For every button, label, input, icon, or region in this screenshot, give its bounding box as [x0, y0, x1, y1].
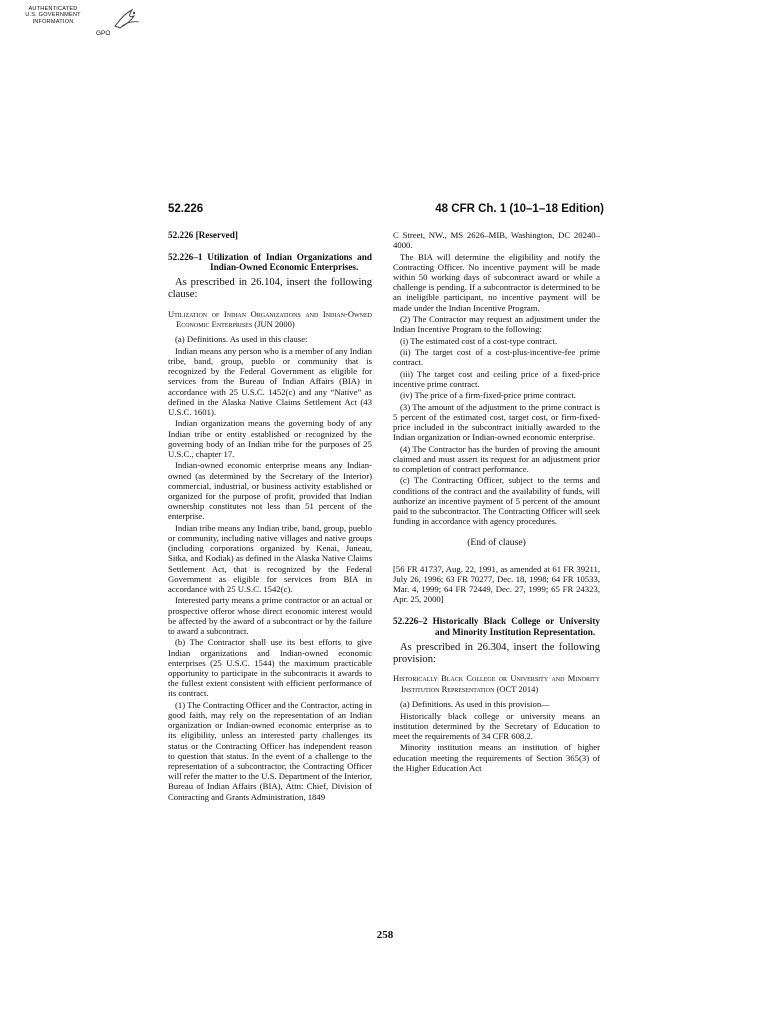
paragraph: Indian means any person who is a member of any Indian tribe, band, group, pueblo or community that is recognized by the Federal Government as eligible for services from the Bureau of Indian Affairs (BIA) in accordance with 25 U.S.C. 1452(c) and any “Native” as defined in the Alaska Native Claims Settlement Act (43 U.S.C. 1601). — [168, 345, 372, 418]
paragraph: (a) Definitions. As used in this clause: — [175, 334, 308, 345]
left-column — [168, 230, 372, 803]
cfr-edition-header: 48 CFR Ch. 1 (10–1–18 Edition) — [435, 203, 604, 215]
logo-line: AUTHENTICATED — [28, 6, 78, 12]
logo-line: U.S. GOVERNMENT — [25, 12, 81, 19]
section-heading: 52.226–2 Historically Black College or University and Minority Institution Representation. — [393, 616, 600, 637]
clause-title: Historically Black College or University and Minority Institution Representation (OCT 2014) — [393, 673, 600, 694]
section-heading: 52.226–1 Utilization of Indian Organizations and Indian-Owned Economic Enterprises. — [168, 251, 372, 273]
end-of-clause: (End of clause) — [467, 537, 526, 549]
paragraph: (1) The Contracting Officer and the Contractor, acting in good faith, may rely on the representation of an Indian organization or Indian-owned economic enterprise as to its eligibility, unless an interested party challenges its status or the Contracting Officer has independent reason to question that status. In the event of a challenge to the representation of a subcontractor, the Contracting Officer will refer the matter to the U.S. Department of the Interior, Bureau of Indian Affairs (BIA), Attn: Chief, Division of Contracting and Grants Administration, 1849 — [168, 699, 372, 802]
logo-line: INFORMATION — [32, 18, 74, 25]
citation: [56 FR 41737, Aug. 22, 1991, as amended at 61 FR 39211, July 26, 1996; 63 FR 70277, Dec. 18, 1998; 64 FR 10533, Mar. 4, 1999; 64 FR 72449, Dec. 27, 1999; 65 FR 24323, Apr. 25, 2000] — [393, 563, 600, 605]
paragraph: Indian organization means the governing body of any Indian tribe or entity established or recognized by the governing body of an Indian tribe for the purposes of 25 U.S.C., chapter 17. — [168, 418, 372, 460]
paragraph: Indian tribe means any Indian tribe, band, group, pueblo or community, including native villages and native groups (including corporations organized by Kenai, Juneau, Sitka, and Kodiak) as defined in the Alaska Native Claims Settlement Act, that is recognized by the Federal Government as eligible for services from BIA in accordance with 25 U.S.C. 1542(c). — [168, 522, 372, 595]
paragraph: (c) The Contracting Officer, subject to the terms and conditions of the contract and the availability of funds, will authorize an incentive payment of 5 percent of the amount paid to the subcontractor. The Contracting Officer will seek funding in accordance with agency procedures. — [393, 475, 600, 527]
paragraph: (a) Definitions. As used in this provision— — [400, 699, 550, 710]
prescription-text: As prescribed in 26.104, insert the following clause: — [168, 276, 372, 301]
clause-title: Utilization of Indian Organizations and Indian-Owned Economic Enterprises (JUN 2000) — [168, 308, 372, 329]
paragraph: (b) The Contractor shall use its best efforts to give Indian organizations and Indian-owned economic enterprises (25 U.S.C. 1544) the maximum practicable opportunity to participate in the subcontracts it awards to the fullest extent consistent with efficient performance of its contract. — [168, 637, 372, 699]
paragraph: (ii) The target cost of a cost-plus-incentive-fee prime contract. — [393, 346, 600, 368]
right-column — [393, 230, 600, 774]
paragraph: (4) The Contractor has the burden of proving the amount claimed and must assert its request for an adjustment prior to completion of contract performance. — [393, 443, 600, 474]
logo-text — [24, 6, 82, 25]
page-number: 258 — [376, 929, 394, 941]
paragraph: The BIA will determine the eligibility and notify the Contracting Officer. No incentive payment will be made within 50 working days of subcontract award or while a challenge is pending. If a subcontractor is determined to be an ineligible participant, no incentive payment will be made under the Indian Incentive Program. — [393, 251, 600, 313]
paragraph: Indian-owned economic enterprise means any Indian-owned (as determined by the Secretary of the Interior) commercial, industrial, or business activity established or organized for the purpose of profit, provided that Indian ownership constitutes not less than 51 percent of the enterprise. — [168, 460, 372, 522]
paragraph: Minority institution means an institution of higher education meeting the requirements of Section 365(3) of the Higher Education Act — [393, 742, 600, 773]
section-number-header: 52.226 — [168, 203, 204, 215]
prescription-text: As prescribed in 26.304, insert the following provision: — [393, 641, 600, 665]
eagle-icon — [112, 6, 142, 36]
gpo-authentication-logo — [24, 6, 144, 46]
paragraph: Interested party means a prime contractor or an actual or prospective offeror whose direct economic interest would be affected by the award of a subcontract or by the failure to award a subcontract. — [168, 595, 372, 637]
paragraph: (iv) The price of a firm-fixed-price prime contract. — [400, 390, 576, 401]
paragraph: Historically black college or university means an institution determined by the Secretary of Education to meet the requirements of 34 CFR 608.2. — [393, 710, 600, 741]
paragraph: (3) The amount of the adjustment to the prime contract is 5 percent of the estimated cost, target cost, or firm-fixed-price included in the subcontract initially awarded to the Indian organization or Indian-owned economic enterprise. — [393, 401, 600, 443]
section-heading: 52.226 [Reserved] — [168, 230, 238, 240]
paragraph: (i) The estimated cost of a cost-type contract. — [400, 335, 558, 346]
paragraph: (2) The Contractor may request an adjustment under the Indian Incentive Program to the following: — [393, 314, 600, 335]
paragraph: C Street, NW., MS 2626–MIB, Washington, DC 20240–4000. — [393, 230, 600, 251]
paragraph: (iii) The target cost and ceiling price of a fixed-price incentive prime contract. — [393, 368, 600, 389]
gpo-label: GPO — [96, 30, 111, 37]
